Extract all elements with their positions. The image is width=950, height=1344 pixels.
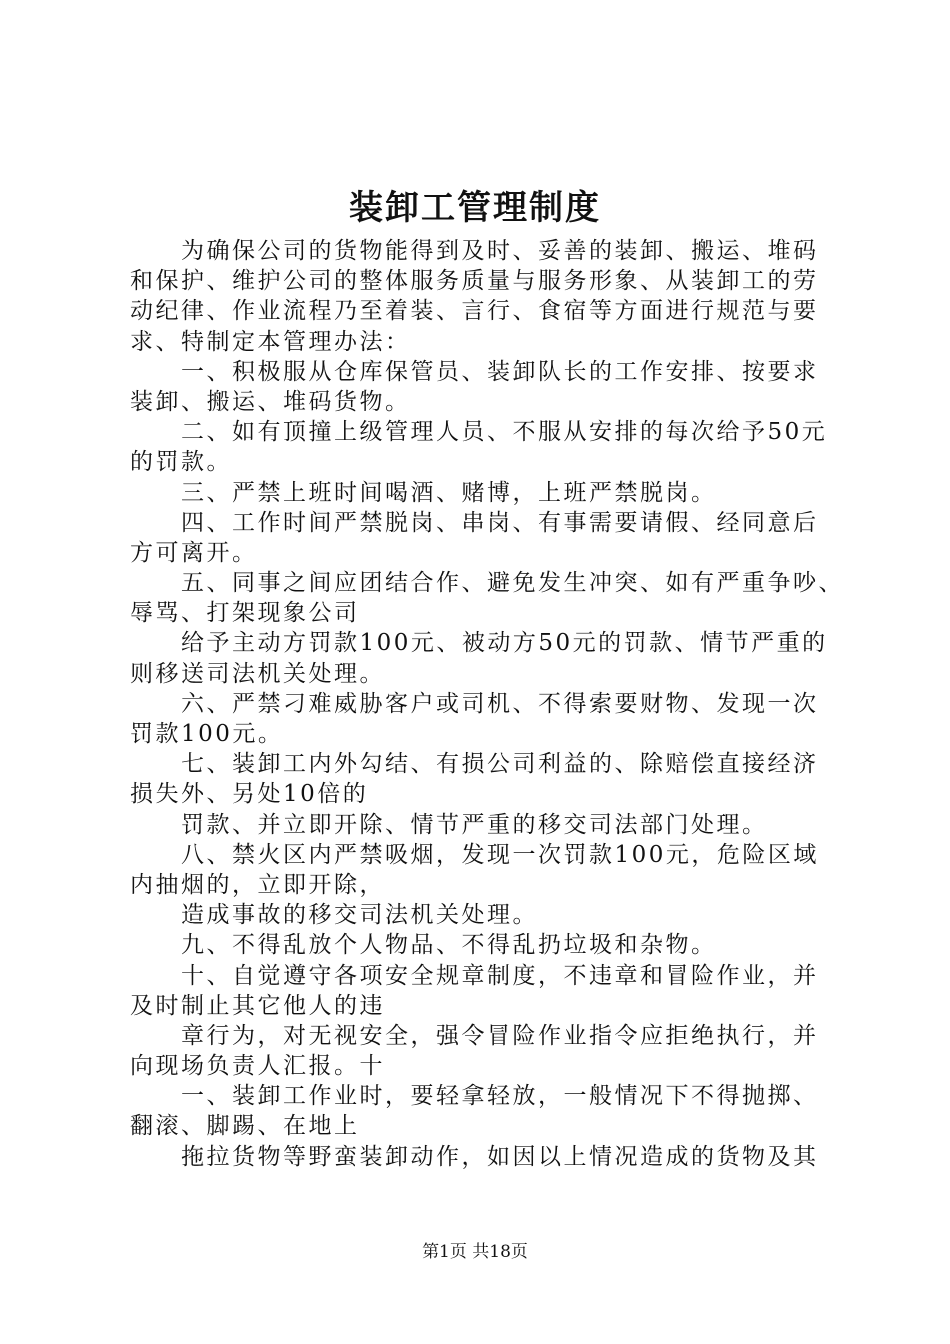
text-line: 内抽烟的，立即开除，: [130, 871, 385, 898]
text-line: 给予主动方罚款100元、被动方50元的罚款、情节严重的: [181, 630, 828, 657]
text-line: 的罚款。: [130, 449, 232, 476]
text-line: 损失外、另处10倍的: [130, 781, 369, 808]
page-footer: 第1页 共18页: [422, 1242, 528, 1262]
text-line: 翻滚、脚踢、在地上: [130, 1113, 360, 1140]
text-line: 九、不得乱放个人物品、不得乱扔垃圾和杂物。: [181, 932, 717, 959]
text-line: 罚款、并立即开除、情节严重的移交司法部门处理。: [181, 811, 768, 838]
text-line: 罚款100元。: [130, 721, 284, 747]
text-line: 五、同事之间应团结合作、避免发生冲突、如有严重争吵、: [181, 570, 844, 597]
text-line: 则移送司法机关处理。: [130, 660, 385, 687]
text-line: 装卸、搬运、堆码货物。: [130, 388, 411, 415]
document-body: [130, 236, 844, 1172]
text-line: 求、特制定本管理办法：: [130, 328, 411, 355]
text-line: 章行为，对无视安全，强令冒险作业指令应拒绝执行，并: [181, 1022, 819, 1049]
text-line: 拖拉货物等野蛮装卸动作，如因以上情况造成的货物及其: [181, 1143, 819, 1170]
text-line: 六、严禁刁难威胁客户或司机、不得索要财物、发现一次: [181, 690, 819, 717]
text-line: 三、严禁上班时间喝酒、赌博，上班严禁脱岗。: [181, 479, 717, 506]
text-line: 四、工作时间严禁脱岗、串岗、有事需要请假、经同意后: [181, 509, 819, 536]
text-line: 动纪律、作业流程乃至着装、言行、食宿等方面进行规范与要: [130, 298, 819, 325]
text-line: 方可离开。: [130, 539, 258, 566]
text-line: 十、自觉遵守各项安全规章制度，不违章和冒险作业，并: [181, 962, 819, 989]
text-line: 及时制止其它他人的违: [130, 992, 385, 1019]
text-line: 一、装卸工作业时，要轻拿轻放，一般情况下不得抛掷、: [181, 1083, 819, 1110]
text-line: 为确保公司的货物能得到及时、妥善的装卸、搬运、堆码: [181, 238, 819, 264]
text-line: 二、如有顶撞上级管理人员、不服从安排的每次给予50元: [181, 419, 828, 446]
text-line: 辱骂、打架现象公司: [130, 600, 360, 627]
document-title: 装卸工管理制度: [349, 188, 601, 228]
text-line: 向现场负责人汇报。十: [130, 1053, 385, 1080]
text-line: 造成事故的移交司法机关处理。: [181, 902, 538, 929]
text-line: 七、装卸工内外勾结、有损公司利益的、除赔偿直接经济: [181, 751, 819, 778]
text-line: 八、禁火区内严禁吸烟，发现一次罚款100元，危险区域: [181, 841, 819, 868]
text-line: 一、积极服从仓库保管员、装卸队长的工作安排、按要求: [181, 358, 819, 385]
text-line: 和保护、维护公司的整体服务质量与服务形象、从装卸工的劳: [130, 268, 819, 295]
